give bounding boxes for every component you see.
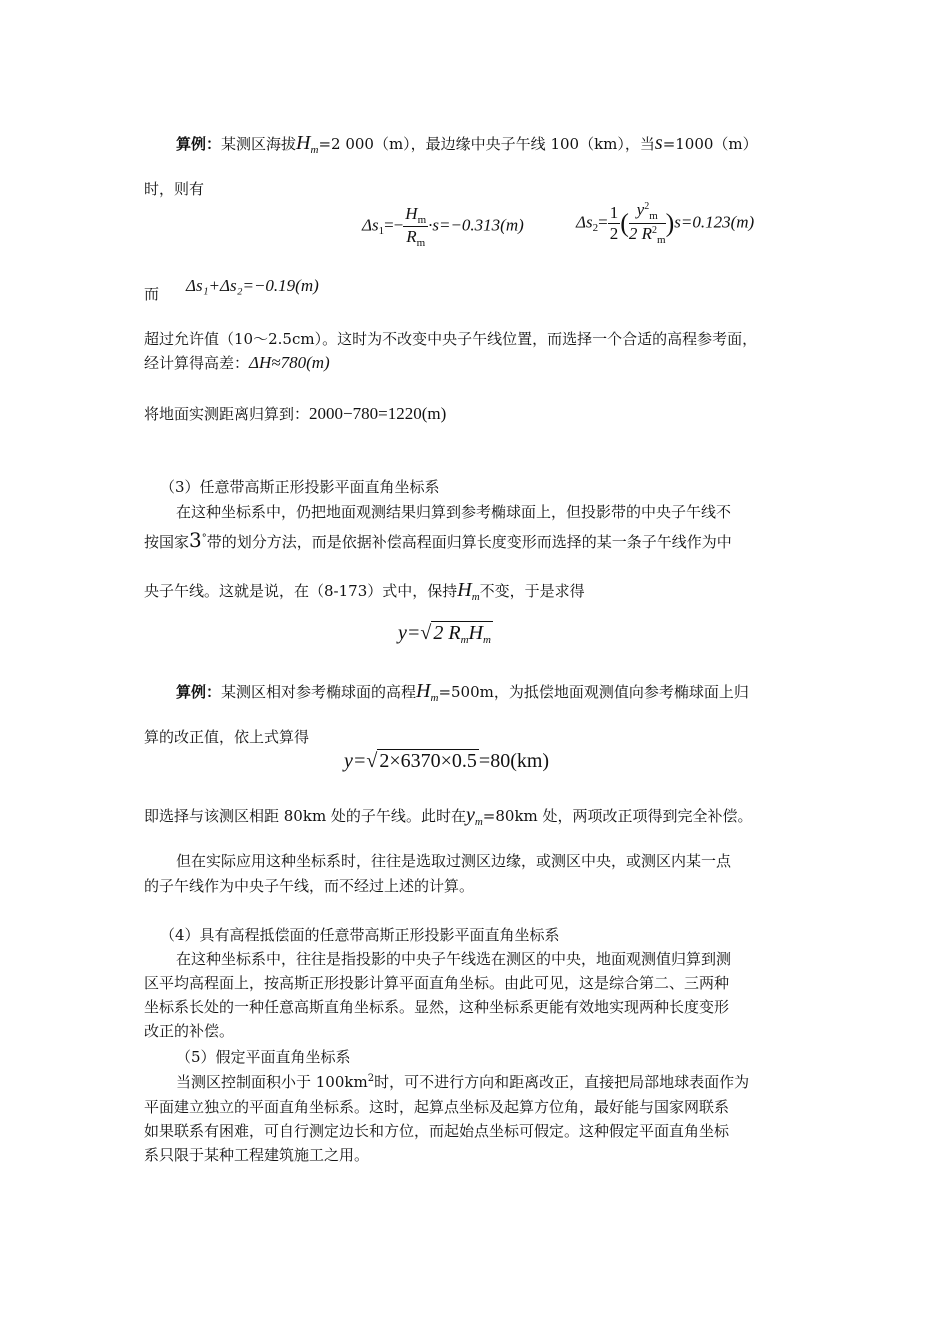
f2-in-den-sub: m — [657, 234, 666, 246]
but-line2: 的子午线作为中央子午线，而不经过上述的计算。 — [144, 877, 475, 895]
example1-text-b: =2 000（m），最边缘中央子午线 100（km），当 — [318, 135, 655, 153]
exceed-expr: ΔH≈780(m) — [249, 353, 330, 372]
f1-lhs-sub: 1 — [378, 225, 385, 238]
section3-p1-line1: 在这种坐标系中，仍把地面观测结果归算到参考椭球面上，但投影带的中央子午线不 — [176, 503, 732, 521]
f1-lhs: Δs — [362, 215, 379, 235]
s5-line1b: 时，可不进行方向和距离改正，直接把局部地球表面作为 — [374, 1073, 750, 1091]
reduce-expr: 2000−780=1220(m) — [309, 404, 447, 423]
section5-line3: 如果联系有困难，可自行测定边长和方位，而起始点坐标可假定。这种假定平面直角坐标 — [144, 1122, 730, 1140]
var-s: s — [654, 132, 663, 154]
section4-line4: 改正的补偿。 — [144, 1022, 235, 1040]
example2-line3 — [144, 804, 753, 827]
f2-in-den: 2 R — [628, 224, 652, 243]
var-h: H — [296, 132, 311, 154]
f2-in-num: y — [636, 200, 645, 219]
section4-heading: （4）具有高程抵偿面的任意带高斯正形投影平面直角坐标系 — [160, 926, 560, 944]
f1-eq: =− — [384, 215, 404, 235]
ex2-f-rhs: =80(km) — [478, 750, 550, 772]
s3-deg: 3 — [189, 528, 202, 552]
example1-text-c: =1000（m） — [662, 135, 758, 153]
ex2-var-y-sub: m — [474, 816, 483, 828]
section3-p1-line2 — [144, 528, 732, 552]
ex2-text-a: 某测区相对参考椭球面的高程 — [221, 683, 417, 701]
ex2-var-h-sub: m — [430, 692, 439, 704]
s3-deg-sup: ° — [201, 533, 207, 544]
s3-line2b: 带的划分方法，而是依据补偿高程面归算长度变形而选择的某一条子午线作为中 — [206, 533, 732, 551]
s3-var-h: H — [457, 579, 472, 601]
section5-line2: 平面建立独立的平面直角坐标系。这时，起算点坐标及起算方位角，最好能与国家网联系 — [144, 1098, 730, 1116]
section3-heading: （3）任意带高斯正形投影平面直角坐标系 — [160, 478, 440, 496]
formula-delta-s1 — [362, 204, 524, 249]
f2-eq: = — [598, 212, 608, 232]
exceed-text: 经计算得高差： — [144, 354, 250, 372]
section3-p1-line3 — [144, 579, 585, 602]
s3-var-h-sub: m — [471, 591, 480, 603]
s5-line1a: 当测区控制面积小于 100km — [176, 1073, 368, 1091]
f2-close-paren: ) — [665, 208, 675, 238]
f1-num: H — [405, 204, 418, 223]
s3-f-sub2: m — [482, 634, 491, 646]
formula-delta-s2 — [576, 200, 754, 247]
f2-inner-fraction — [629, 200, 666, 247]
f1-num-sub: m — [417, 214, 427, 226]
example2-line1 — [176, 680, 749, 703]
example-label: 算例： — [176, 135, 222, 153]
section5-line4: 系只限于某种工程建筑施工之用。 — [144, 1146, 370, 1164]
er-expr: Δs₁+Δs₂=−0.19(m) — [186, 276, 319, 295]
f2-rhs: s=0.123(m) — [674, 212, 755, 232]
example1-line1 — [176, 132, 758, 155]
er-word: 而 — [144, 285, 160, 303]
section4-line3: 坐标系长处的一种任意高斯直角坐标系。显然，这种坐标系更能有效地实现两种长度变形 — [144, 998, 730, 1016]
example2-line2: 算的改正值，依上式算得 — [144, 728, 310, 746]
f1-rhs: ·s=−0.313(m) — [428, 215, 524, 235]
ex2-text-b: =500m，为抵偿地面观测值向参考椭球面上归 — [438, 683, 749, 701]
f1-den-sub: m — [416, 237, 426, 249]
exceed-line2 — [144, 352, 330, 373]
but-line1: 但在实际应用这种坐标系时，往往是选取过测区边缘，或测区中央，或测区内某一点 — [176, 852, 732, 870]
f2-in-num-sup: 2 — [644, 201, 650, 212]
example2-label: 算例： — [176, 683, 222, 701]
section5-line1 — [176, 1071, 749, 1092]
s3-f-sub1: m — [460, 634, 469, 646]
f1-fraction — [403, 204, 428, 249]
section3-formula — [398, 622, 493, 645]
f2-in-num-sub: m — [649, 210, 658, 222]
exceed-line1: 超过允许值（10～2.5cm）。这时为不改变中央子午线位置，而选择一个合适的高程参考面， — [144, 330, 758, 348]
s3-line3a: 央子午线。这就是说，在（8-173）式中，保持 — [144, 582, 458, 600]
var-h-sub: m — [310, 144, 319, 156]
f2-lhs: Δs — [576, 212, 593, 232]
s3-f-radicand — [431, 621, 493, 644]
example1-text-a: 某测区海拔 — [221, 135, 297, 153]
ex2-line3b: =80km 处，两项改正项得到完全补偿。 — [482, 807, 753, 825]
s5-line1-sup: 2 — [367, 1073, 375, 1084]
s3-f-lhs: y=√ — [398, 622, 432, 644]
section4-line2: 区平均高程面上，按高斯正形投影计算平面直角坐标。由此可见，这是综合第二、三两种 — [144, 974, 730, 992]
ex2-var-y: y — [465, 804, 475, 826]
section5-heading: （5）假定平面直角坐标系 — [176, 1048, 351, 1066]
f2-half-num: 1 — [609, 203, 619, 222]
ex2-var-h: H — [416, 680, 431, 702]
s3-line2a: 按国家 — [144, 533, 190, 551]
ex2-f-radicand: 2×6370×0.5 — [379, 750, 477, 772]
section4-line1: 在这种坐标系中，往往是指投影的中央子午线选在测区的中央，地面观测值归算到测 — [176, 950, 732, 968]
reduce-text: 将地面实测距离归算到： — [144, 405, 310, 423]
f2-lhs-sub: 2 — [592, 222, 599, 235]
example1-line2: 时，则有 — [144, 180, 205, 198]
ex2-line3a: 即选择与该测区相距 80km 处的子午线。此时在 — [144, 807, 466, 825]
f2-half — [608, 203, 621, 244]
s3-f-in: 2 R — [433, 622, 461, 644]
s3-line3b: 不变，于是求得 — [479, 582, 585, 600]
f1-den: R — [406, 227, 417, 246]
example2-formula — [344, 750, 549, 773]
reduce-line — [144, 403, 446, 424]
ex2-f-lhs: y=√ — [344, 750, 378, 772]
f2-half-den: 2 — [609, 224, 619, 243]
f2-in-den-sup: 2 — [652, 225, 657, 236]
s3-f-in2: H — [468, 622, 483, 644]
f2-open-paren: ( — [620, 208, 629, 238]
